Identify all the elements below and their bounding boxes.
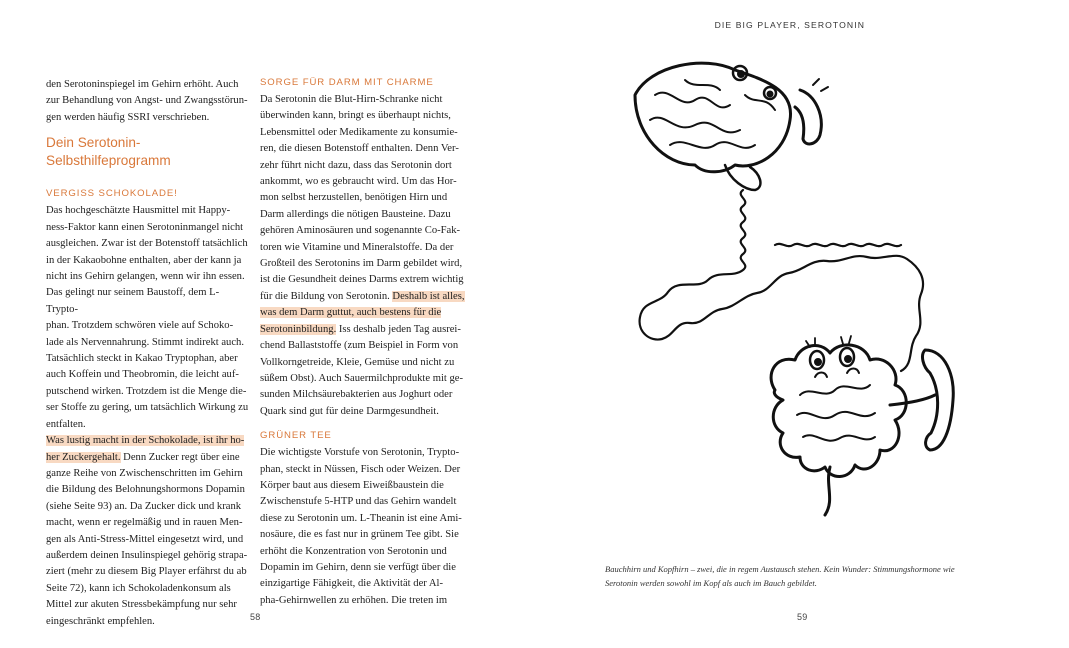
subhead-gut: SORGE FÜR DARM MIT CHARME [260, 77, 434, 88]
subhead-chocolate: VERGISS SCHOKOLADE! [46, 188, 178, 200]
figure-caption: Bauchhirn und Kopfhirn – zwei, die in regem Austausch stehen. Kein Wunder: Stimmungshormone wie Serotonin werden sowohl im Kopf als auch im Bauch gebildet. [605, 564, 955, 588]
top-paragraph [46, 77, 249, 126]
telephone-receiver-icon [923, 350, 954, 450]
right-column [260, 77, 468, 609]
chocolate-paragraph: Das hochgeschätzte Hausmittel mit Happy- ness-Faktor kann einen Serotoninmangel nicht ausgleichen. Zwar ist der Botenstoff tatsächlich in der Kakaobohne enthalten, aber der kann ja nicht ins Gehirn gelangen, wenn wir ihn essen. Das gelingt nur seinem Baustoff, dem L-Trypto- phan. Trotzdem schwören viele auf Schoko- lade als Nervennahrung. Stimmt indirekt auch. Tatsächlich steckt in Kakao Tryptophan, aber auch Koffein und Theobromin, die leicht auf- putschend wirken. Trotzdem ist die Menge die- ser Stoffe zu gering, um tatsächlich Wirkung zu entfalten. Was lustig macht in der Schokolade, ist ihr ho- her Zuckergehalt. Denn Zucker regt über eine ganze Reihe von Zwischenschritten im Gehirn die Bildung des Belohnungshormons Dopamin (siehe Seite 93) an. Da Zucker dick und krank macht, wenn er regelmäßig und in rauen Men- gen als Anti-Stress-Mittel eingesetzt wird, und außerdem deinen Insulinspiegel gehörig strapa- ziert (mehr zu diesem Big Player erfährst du ab Seite 72), kann ich Schokoladenkonsum als Mittel zur akuten Stressbekämpfung nur sehr eingeschränkt empfehlen. [46, 205, 249, 627]
brain-icon [635, 63, 828, 190]
right-page [535, 0, 1069, 648]
highlighted-text: her Zuckergehalt. [46, 451, 121, 463]
highlighted-text: Deshalb ist alles, [392, 290, 465, 302]
telephone-cord-icon [640, 190, 923, 371]
text-line: den Serotoninspiegel im Gehirn erhöht. Auch [46, 79, 239, 90]
tea-paragraph: Die wichtigste Vorstufe von Serotonin, Trypto- phan, steckt in Nüssen, Fisch oder Weizen. Der Körper baut aus diesem Eiweißbaustein die Zwischenstufe 5-HTP und das Gehirn wandelt diese zu Serotonin um. L-Theanin ist eine Ami- nosäure, die es fast nur in grünem Tee gibt. Sie erhöht die Konzentration von Serotonin und Dopamin im Gehirn, denn sie verfügt über die einzigartige Fähigkeit, die Aktivität der Al- pha-Gehirnwellen zu erhöhen. Die treten im [260, 447, 462, 606]
page-number-right: 59 [797, 612, 808, 622]
text-line: zur Behandlung von Angst- und Zwangsstörun- [46, 95, 248, 107]
subhead-green-tea: GRÜNER TEE [260, 430, 332, 442]
section-title: Dein Serotonin- Selbsthilfeprogramm [46, 135, 171, 168]
left-column [46, 77, 249, 630]
page-number-left: 58 [250, 612, 261, 622]
highlighted-text: Serotoninbildung. [260, 323, 337, 335]
brain-gut-illustration [625, 55, 965, 525]
intestine-icon [771, 336, 935, 515]
left-page [0, 0, 534, 648]
running-head: DIE BIG PLAYER, SEROTONIN [714, 20, 865, 30]
highlighted-text: Was lustig macht in der Schokolade, ist ihr ho- [46, 435, 245, 447]
gut-paragraph: Da Serotonin die Blut-Hirn-Schranke nicht überwinden kann, bringt es überhaupt nichts, Lebensmittel oder Medikamente zu konsumie- ren, die diesen Botenstoff enthalten. Denn Ver- zehr führt nicht dazu, dass das Serotonin dort ankommt, wo es gebraucht wird. Um das Hor- mon selbst herzustellen, benötigen Hirn und Darm allerdings die nötigen Bausteine. Dazu gehören Aminosäuren und sogenannte Co-Fak- toren wie Vitamine und Mineralstoffe. Da der Großteil des Serotonins im Darm gebildet wird, ist die Gesundheit deines Darms extrem wichtig für die Bildung von Serotonin. Deshalb ist alles, was dem Darm guttut, auch bestens für die Serotoninbildung. Iss deshalb jeden Tag ausrei- chend Ballaststoffe (zum Beispiel in Form von Vollkorngetreide, Kleie, Gemüse und nicht zu süßem Obst). Auch Sauermilchprodukte mit ge- sunden Milchsäurebakterien aus Joghurt oder Quark sind gut für deine Darmgesundheit. [260, 94, 465, 417]
text-line: gen werden häufig SSRI verschrieben. [46, 111, 210, 123]
highlighted-text: was dem Darm guttut, auch bestens für die [260, 307, 442, 319]
